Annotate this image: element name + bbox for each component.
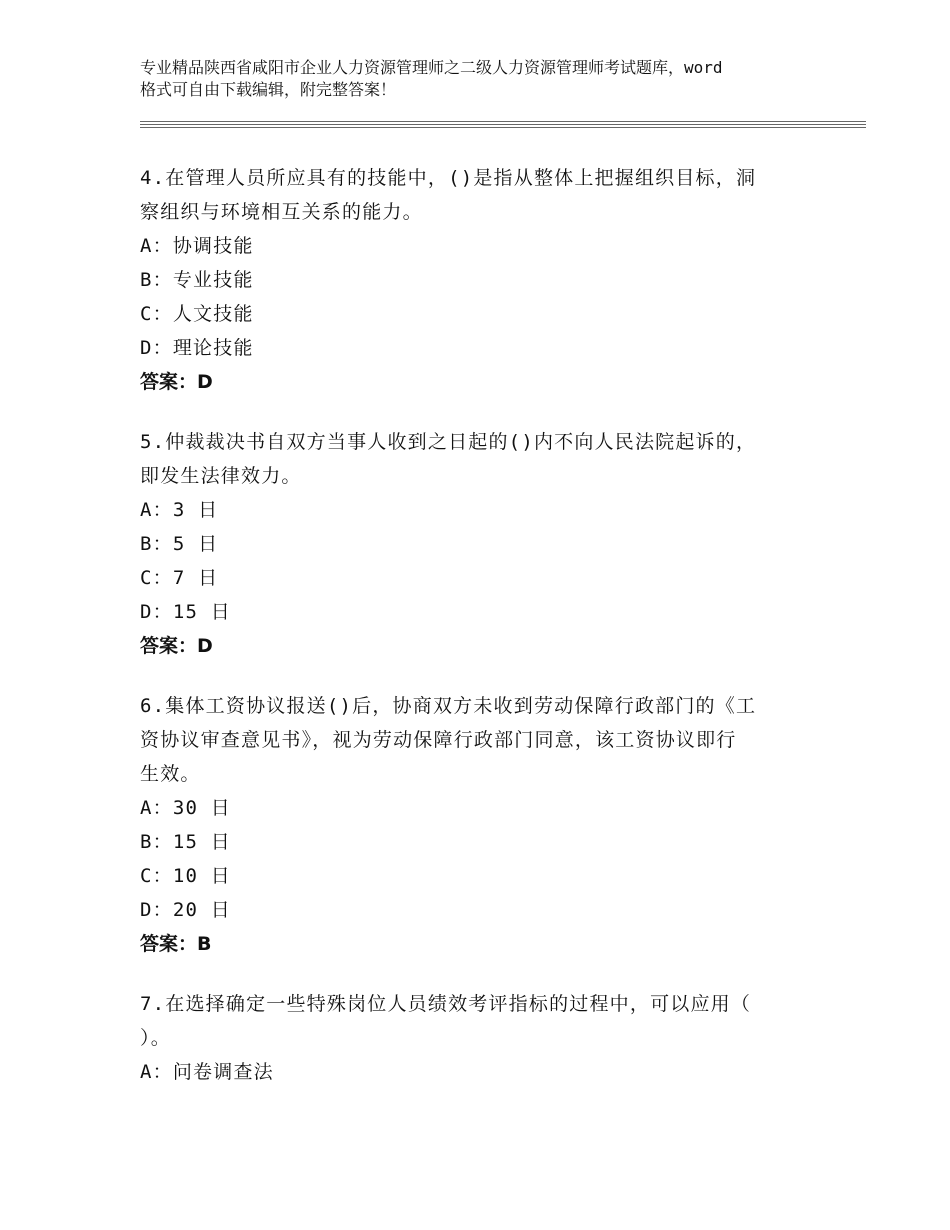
answer-line: 答案：B xyxy=(140,933,212,955)
question-7 xyxy=(140,987,800,1089)
document-header xyxy=(140,57,840,101)
option-a: A：3 日 xyxy=(140,499,219,521)
question-5 xyxy=(140,425,800,663)
option-d: D：理论技能 xyxy=(140,337,254,359)
header-divider-middle xyxy=(140,124,866,125)
option-d: D：20 日 xyxy=(140,899,231,921)
question-6 xyxy=(140,689,800,961)
question-text xyxy=(140,425,800,493)
question-4 xyxy=(140,161,800,399)
question-text-line: ）。 xyxy=(140,1027,171,1049)
question-text-line: 4.在管理人员所应具有的技能中，()是指从整体上把握组织目标，洞 xyxy=(140,167,757,189)
question-text-line: 资协议审查意见书》，视为劳动保障行政部门同意，该工资协议即行 xyxy=(140,729,737,751)
question-text-line: 生效。 xyxy=(140,763,201,785)
question-text xyxy=(140,987,800,1055)
option-b: B：专业技能 xyxy=(140,269,254,291)
option-c: C：7 日 xyxy=(140,567,219,589)
option-a: A：30 日 xyxy=(140,797,231,819)
question-text xyxy=(140,689,800,791)
option-b: B：5 日 xyxy=(140,533,219,555)
question-text-line: 5.仲裁裁决书自双方当事人收到之日起的()内不向人民法院起诉的， xyxy=(140,431,757,453)
header-line-2: 格式可自由下载编辑，附完整答案！ xyxy=(140,80,397,99)
header-line-1: 专业精品陕西省咸阳市企业人力资源管理师之二级人力资源管理师考试题库，word xyxy=(140,58,723,77)
option-c: C：10 日 xyxy=(140,865,231,887)
answer-line: 答案：D xyxy=(140,635,213,657)
option-c: C：人文技能 xyxy=(140,303,254,325)
answer-line: 答案：D xyxy=(140,371,213,393)
question-text-line: 7.在选择确定一些特殊岗位人员绩效考评指标的过程中，可以应用（ xyxy=(140,993,752,1015)
question-text-line: 6.集体工资协议报送()后，协商双方未收到劳动保障行政部门的《工 xyxy=(140,695,757,717)
question-text-line: 察组织与环境相互关系的能力。 xyxy=(140,201,423,223)
header-divider-top xyxy=(140,121,866,122)
option-b: B：15 日 xyxy=(140,831,231,853)
question-list xyxy=(140,161,800,1115)
option-d: D：15 日 xyxy=(140,601,231,623)
question-text xyxy=(140,161,800,229)
header-divider-bottom xyxy=(140,127,866,128)
option-a: A：协调技能 xyxy=(140,235,254,257)
option-a: A：问卷调查法 xyxy=(140,1061,274,1083)
question-text-line: 即发生法律效力。 xyxy=(140,465,302,487)
